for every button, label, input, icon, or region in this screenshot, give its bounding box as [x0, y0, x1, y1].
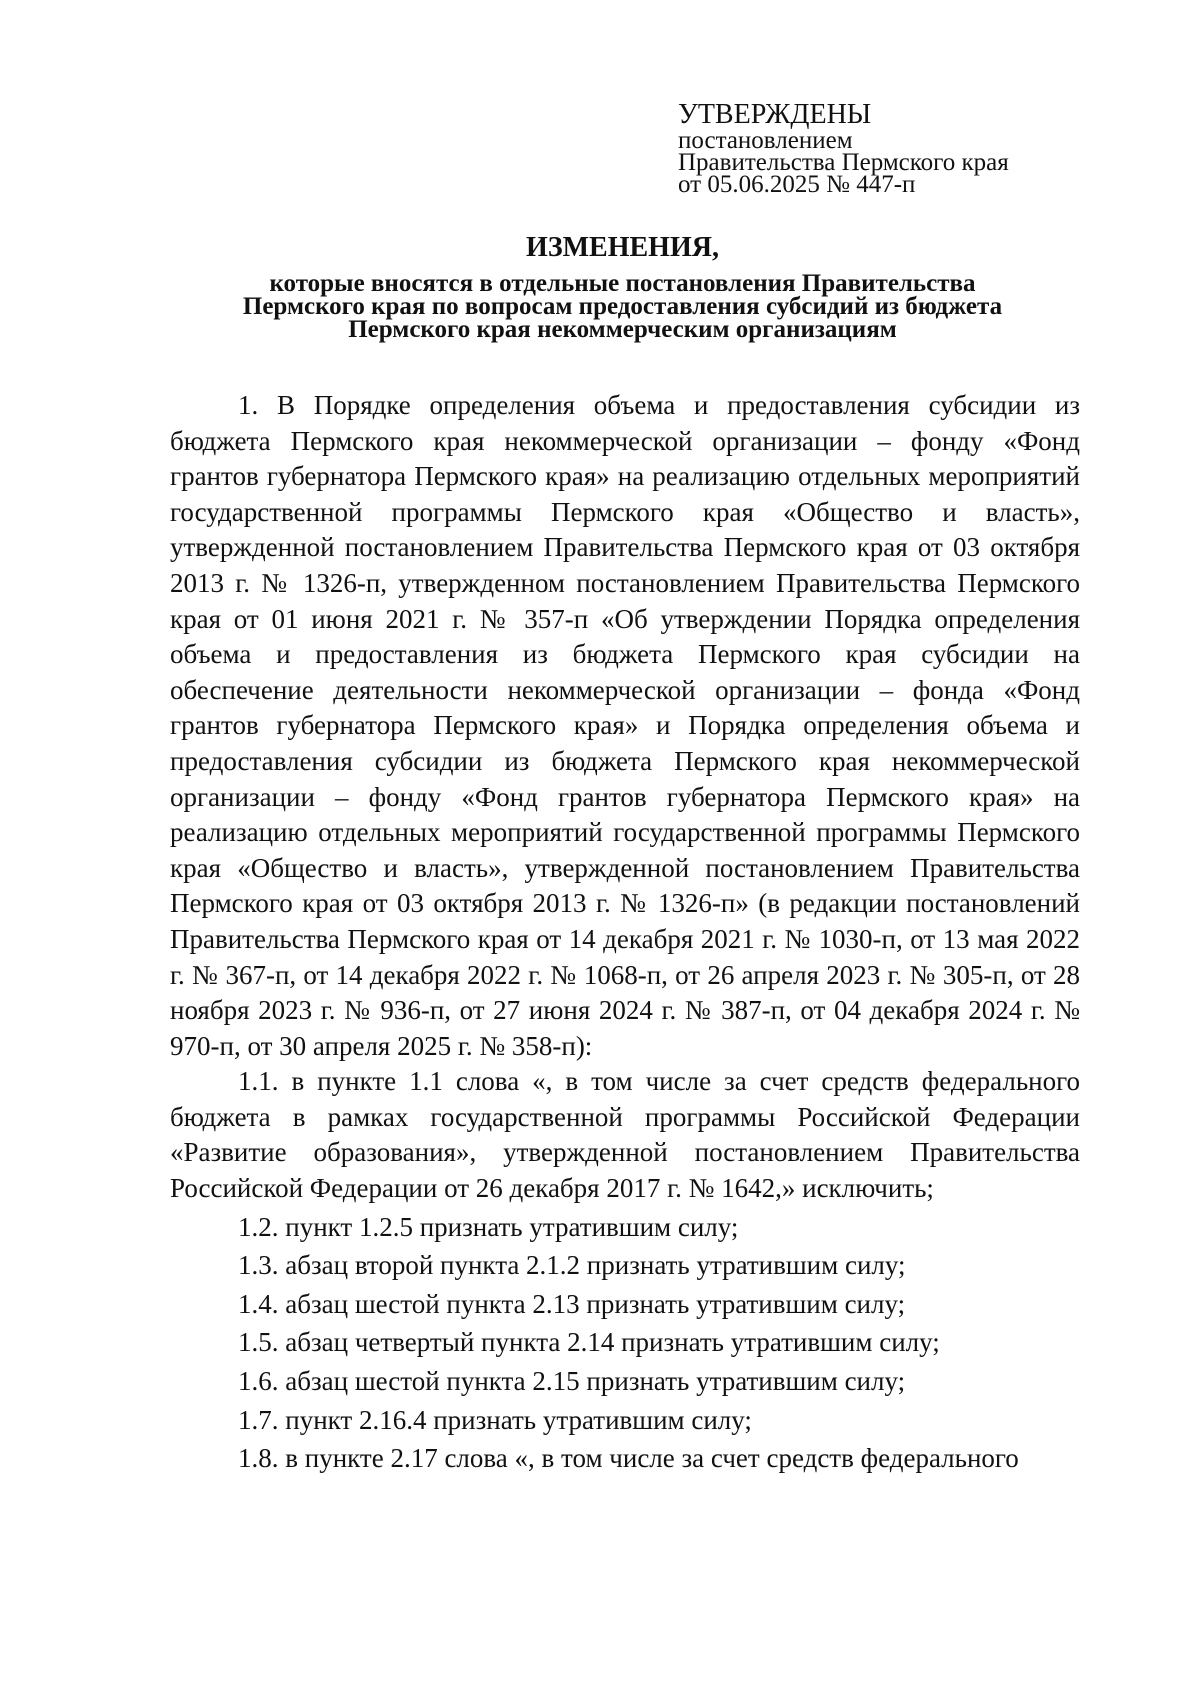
- paragraph-1-6: 1.6. абзац шестой пункта 2.15 признать утратившим силу;: [238, 1366, 906, 1397]
- document-body: [170, 388, 1080, 1477]
- approval-stamp: [678, 100, 1098, 196]
- paragraph-1-3: 1.3. абзац второй пункта 2.1.2 признать утратившим силу;: [238, 1250, 906, 1281]
- paragraph-1-7: 1.7. пункт 2.16.4 признать утратившим силу;: [238, 1404, 752, 1435]
- paragraph-1-5: 1.5. абзац четвертый пункта 2.14 признать утратившим силу;: [238, 1327, 940, 1358]
- approval-heading: УТВЕРЖДЕНЫ: [678, 99, 872, 130]
- approval-line-1: постановлением: [678, 127, 853, 154]
- paragraph-1-1: 1.1. в пункте 1.1 слова «, в том числе за счет средств федерального бюджета в рамках государственной программы Российской Федерации «Развитие образования», утвержденной постановлением Правительства Российской Федерации от 26 декабря 2017 г. № 1642,» исключить;: [170, 1066, 1080, 1204]
- approval-line-3: от 05.06.2025 № 447-п: [678, 171, 916, 198]
- paragraph-1-4: 1.4. абзац шестой пункта 2.13 признать утратившим силу;: [238, 1288, 906, 1319]
- paragraph-1: 1. В Порядке определения объема и предоставления субсидии из бюджета Пермского края некоммерческой организации – фонду «Фонд грантов губернатора Пермского края» на реализацию отдельных мероприятий государственной программы Пермского края «Общество и власть», утвержденной постановлением Правительства Пермского края от 03 октября 2013 г. № 1326-п, утвержденном постановлением Правительства Пермского края от 01 июня 2021 г. № 357-п «Об утверждении Порядка определения объема и предоставления из бюджета Пермского края субсидии на обеспечение деятельности некоммерческой организации – фонда «Фонд грантов губернатора Пермского края» и Порядка определения объема и предоставления субсидии из бюджета Пермского края некоммерческой организации – фонду «Фонд грантов губернатора Пермского края» на реализацию отдельных мероприятий государственной программы Пермского края «Общество и власть», утвержденной постановлением Правительства Пермского края от 03 октября 2013 г. № 1326-п» (в редакции постановлений Правительства Пермского края от 14 декабря 2021 г. № 1030-п, от 13 мая 2022 г. № 367-п, от 14 декабря 2022 г. № 1068-п, от 26 апреля 2023 г. № 305-п, от 28 ноября 2023 г. № 936-п, от 27 июня 2024 г. № 387-п, от 04 декабря 2024 г. № 970-п, от 30 апреля 2025 г. № 358-п):: [170, 390, 1080, 1061]
- subtitle-line-1: которые вносятся в отдельные постановления Правительства: [269, 270, 976, 297]
- document-subtitle: [170, 272, 1075, 341]
- paragraph-1-8: 1.8. в пункте 2.17 слова «, в том числе за счет средств федерального: [238, 1443, 1019, 1474]
- subtitle-line-2: Пермского края по вопросам предоставления субсидий из бюджета: [242, 293, 1003, 320]
- document-title: ИЗМЕНЕНИЯ,: [526, 232, 719, 263]
- subtitle-line-3: Пермского края некоммерческим организациям: [348, 316, 897, 343]
- approval-line-2: Правительства Пермского края: [678, 149, 1009, 176]
- paragraph-1-2: 1.2. пункт 1.2.5 признать утратившим силу;: [238, 1211, 739, 1242]
